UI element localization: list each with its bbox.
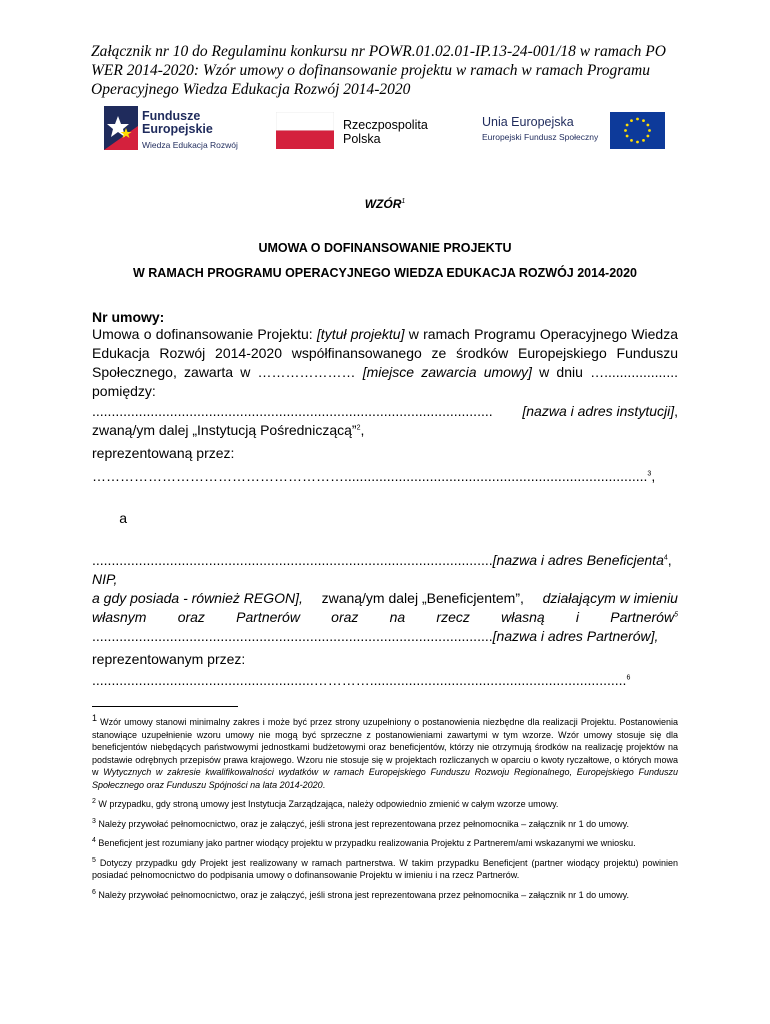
eu-flag-icon — [610, 112, 665, 149]
represented-by-2-text: reprezentowanym przez: — [92, 651, 246, 667]
partners-line — [92, 627, 678, 646]
contract-body — [92, 325, 678, 690]
partners-acting-word: własną — [501, 609, 545, 625]
footnote-ref-5: 5 — [674, 611, 678, 619]
footnote-5 — [92, 855, 678, 882]
fundusze-europejskie-logo — [104, 104, 254, 154]
footnote-1 — [92, 712, 678, 791]
footnote-1-text-a: Wzór umowy stanowi minimalny zakres i może być przez strony uzupełniony o postanowienia niezbędne dla realizacji Projektu. Postanowienia stanowiące uzupełnienie wzoru umowy nie mogą być sprzeczne z postanowieniami zawartymi w tym wzorze. Wzór umowy stosuje się dla beneficjentów niebędących państwowymi jednostkami budżetowymi oraz beneficjentów, którzy nie otrzymują środków na realizację projektów na podstawie odrębnych przepisów prawa krajowego. Wzoru nie stosuje się w projektach rozliczanych w oparciu o kwoty ryczałtowe, o których mowa w — [92, 717, 678, 777]
represented-by-line — [92, 444, 678, 463]
footnote-ref-4: 4 — [663, 554, 668, 562]
logo-bar — [0, 102, 770, 158]
footnote-2-number: 2 — [92, 798, 96, 805]
footnote-5-text: Dotyczy przypadku gdy Projekt jest realizowany w ramach partnerstwa. W takim przypadku Beneficjent (partner wiodący projektu) powinien posiadać pełnomocnictwo do podpisania umowy o dofinansowanie Projektu w imieniu i na rzecz Partnerów. — [92, 857, 678, 880]
footnote-6-text: Należy przywołać pełnomocnictwo, oraz je załączyć, jeśli strona jest reprezentowana przez pełnomocnika – załącznik nr 1 do umowy. — [95, 889, 629, 900]
partners-acting-word: Partnerów$^5$ — [610, 609, 678, 625]
fe-logo-line2: Europejskie — [142, 122, 213, 136]
footnote-6-number: 6 — [92, 888, 96, 896]
representative-dots-line — [92, 467, 678, 486]
intermediate-body-line — [92, 421, 678, 440]
regon-line — [92, 589, 678, 608]
beneficiary-placeholder: [nazwa i adres Beneficjenta — [492, 552, 664, 568]
conjunction-a: a — [115, 510, 128, 526]
beneficiary-line — [92, 551, 678, 570]
intro-paragraph — [92, 325, 678, 401]
footnote-4 — [92, 835, 678, 850]
rp-line2: Polska — [343, 132, 381, 146]
footnote-ref-3: 3 — [647, 470, 652, 478]
wzor-heading — [0, 197, 770, 211]
footnote-3 — [92, 816, 678, 831]
conjunction-line — [92, 490, 678, 547]
beneficiary-alias-text: zwaną/ym dalej „Beneficjentem”, — [317, 590, 528, 606]
representative-dots: ……………………………………………….............................................................................. — [92, 468, 648, 484]
footnote-1-number: 1 — [92, 713, 98, 723]
represented-by-2-line — [92, 650, 678, 669]
footnotes — [92, 712, 678, 906]
footnote-separator — [92, 706, 238, 707]
partners-acting-word: na — [389, 609, 406, 625]
partners-acting-word: oraz — [177, 609, 205, 625]
project-title-placeholder: [tytuł projektu] — [316, 326, 405, 342]
contract-subtitle: W RAMACH PROGRAMU OPERACYJNEGO WIEDZA EDUKACJA ROZWÓJ 2014-2020 — [133, 266, 637, 280]
rp-line1: Rzeczpospolita — [343, 118, 428, 132]
unia-europejska-subtitle: Europejski Fundusz Społeczny — [482, 132, 599, 142]
institution-dots: ....................................................................................................... — [92, 403, 493, 419]
fe-logo-title — [142, 110, 213, 136]
representative-dots-2-line — [92, 671, 678, 690]
place-placeholder: [miejsce zawarcia umowy] — [362, 364, 532, 380]
contract-number-label: Nr umowy: — [92, 309, 165, 325]
partners-acting-word: własnym — [92, 609, 147, 625]
footnote-5-number: 5 — [92, 856, 96, 864]
fe-logo-subtitle: Wiedza Edukacja Rozwój — [142, 140, 238, 150]
institution-placeholder: [nazwa i adres instytucji] — [522, 403, 675, 419]
partners-acting-word: Partnerów — [236, 609, 300, 625]
intro-text-b: w ramach Programu Operacyjnego Wiedza Edukacja Rozwój 2014-2020 współfinansowanego ze środków Europejskiego Funduszu Społecznego, zawarta w ………………… — [92, 326, 678, 380]
footnote-6 — [92, 887, 678, 902]
represented-by-text: reprezentowaną przez: — [92, 445, 235, 461]
representative-comma: , — [651, 468, 656, 484]
partners-acting-word: rzecz — [436, 609, 470, 625]
footnote-3-number: 3 — [92, 817, 96, 825]
attachment-header: Załącznik nr 10 do Regulaminu konkursu nr POWR.01.02.01-IP.13-24-001/18 w ramach PO WER 2014-2020: Wzór umowy o dofinansowanie projektu w ramach w ramach Programu Operacyjnego Wiedza Edukacja Rozwój 2014-2020 — [91, 43, 666, 98]
footnote-4-number: 4 — [92, 837, 96, 844]
partners-acting-line — [92, 608, 678, 627]
beneficiary-dots: ....................................................................................................... — [92, 552, 493, 568]
footnote-2-text: W przypadku, gdy stroną umowy jest Instytucja Zarządzająca, należy odpowiednio zmienić w całym wzorze umowy. — [95, 799, 559, 809]
intro-text-a: Umowa o dofinansowanie Projektu: — [92, 326, 317, 342]
fe-logo-line1: Fundusze — [142, 109, 201, 123]
contract-title: UMOWA O DOFINANSOWANIE PROJEKTU — [258, 241, 512, 255]
footnote-ref-1: 1 — [401, 198, 406, 205]
footnote-3-text: Należy przywołać pełnomocnictwo, oraz je załączyć, jeśli strona jest reprezentowana przez pełnomocnika – załącznik nr 1 do umowy. — [95, 818, 629, 829]
partners-placeholder: [nazwa i adres Partnerów], — [492, 628, 659, 644]
unia-europejska-title: Unia Europejska — [482, 115, 574, 129]
footnote-ref-2: 2 — [356, 424, 361, 432]
acting-text: działającym w imieniu — [542, 590, 678, 606]
footnote-4-text: Beneficjent jest rozumiany jako partner wiodący projektu w przypadku realizowania Projektu z Partnerem/ami wskazanymi we wniosku. — [95, 838, 636, 848]
representative-dots-2: .........................................................………….................................................................. — [92, 672, 627, 688]
footnote-2 — [92, 796, 678, 811]
intermediate-body-comma: , — [360, 422, 365, 438]
institution-line — [92, 402, 678, 421]
partners-dots: ....................................................................................................... — [92, 628, 493, 644]
beneficiary-comma: , — [667, 552, 672, 568]
partners-acting-word: oraz — [331, 609, 359, 625]
nip-line: NIP, — [92, 571, 118, 587]
rzeczpospolita-logo-text — [343, 118, 428, 146]
fe-star-icon — [104, 106, 138, 150]
intermediate-body-text: zwaną/ym dalej „Instytucją Pośredniczącą” — [92, 422, 357, 438]
intro-text-c: w dniu …................... pomiędzy: — [92, 364, 678, 399]
footnote-1-italic: Wytycznych w zakresie kwalifikowalności wydatków w ramach Europejskiego Funduszu Rozwoju Regionalnego, Europejskiego Funduszu Społecznego oraz Funduszu Spójności na lata 2014-2020 — [92, 767, 679, 790]
footnote-1-text-b: . — [322, 779, 326, 790]
institution-comma: , — [674, 403, 678, 419]
footnote-ref-6: 6 — [626, 674, 631, 682]
polish-flag-icon — [276, 112, 334, 149]
partners-acting-word: i — [575, 609, 580, 625]
regon-placeholder: a gdy posiada - również REGON], — [92, 590, 303, 606]
wzor-text: WZÓR — [364, 197, 402, 211]
